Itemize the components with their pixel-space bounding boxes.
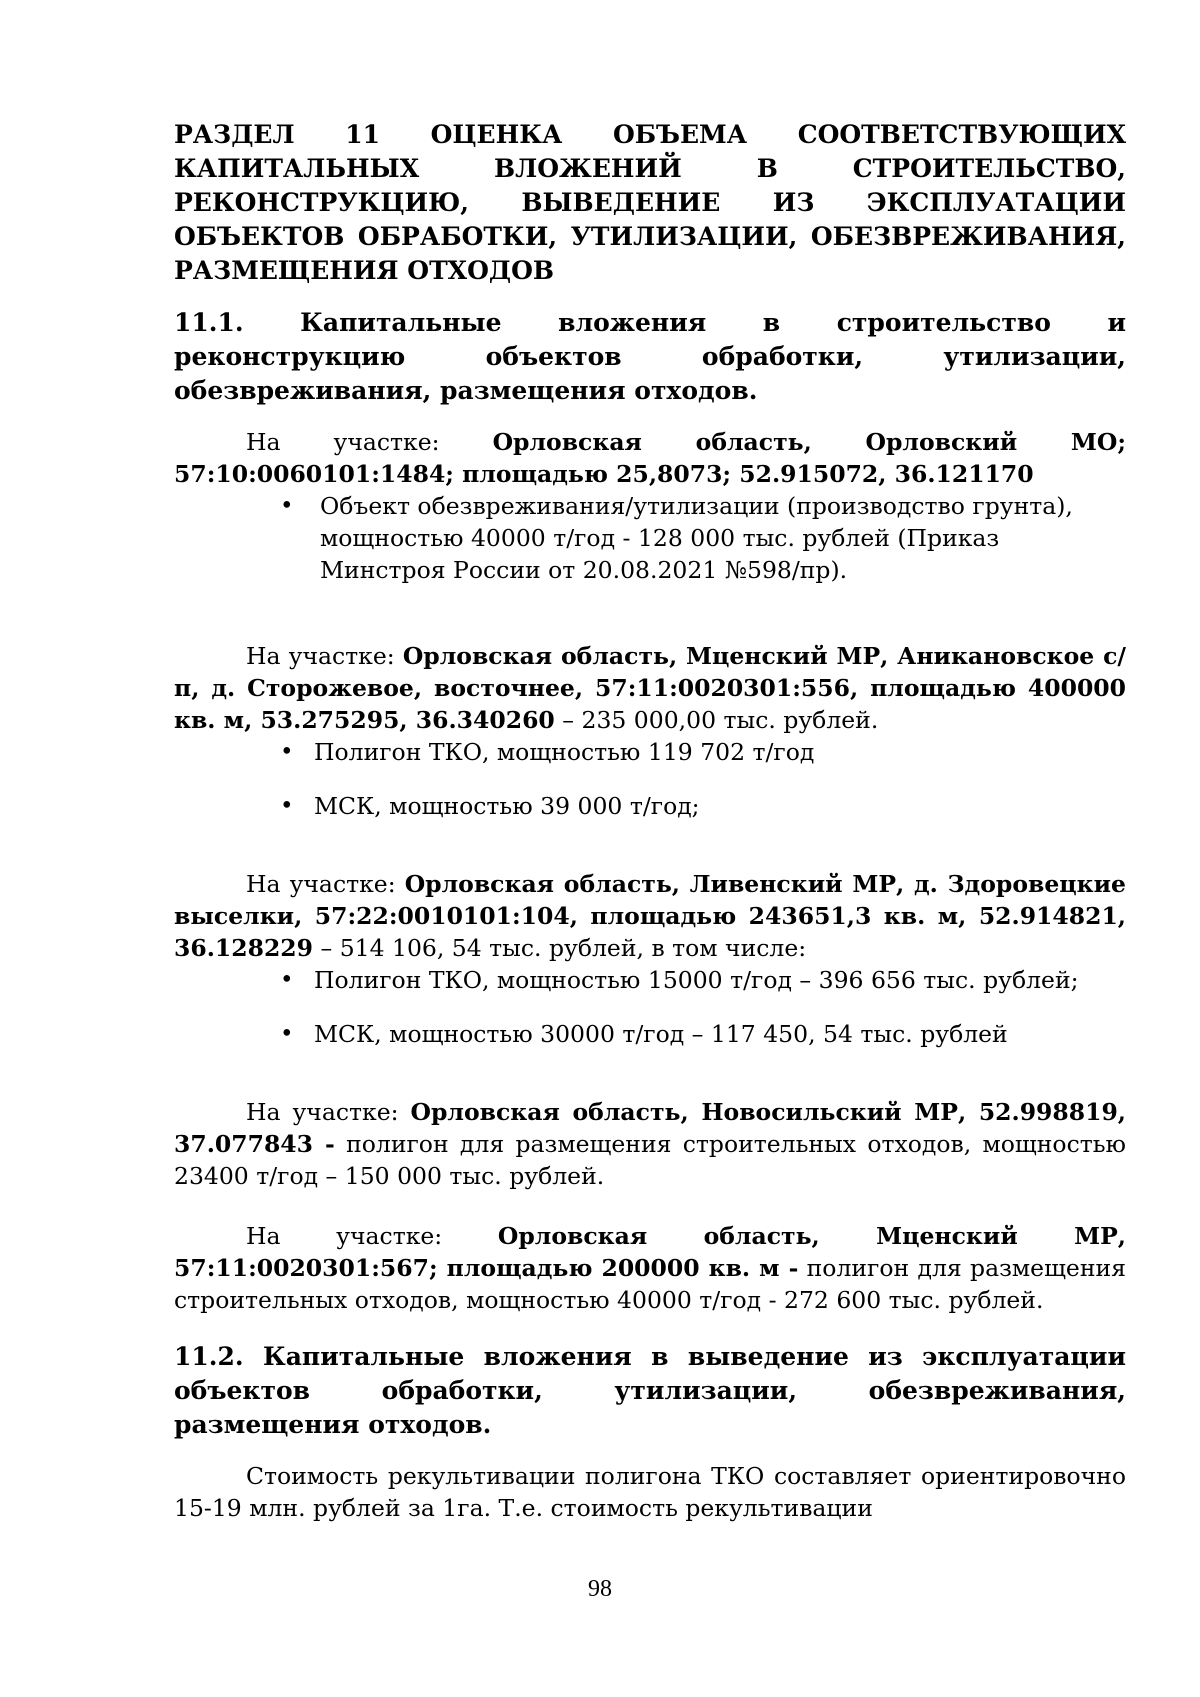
site-3-cost: – 514 106, 54 тыс. рублей, в том числе: — [313, 934, 807, 962]
site-4-lead: На участке: — [246, 1098, 411, 1126]
site-4-description: полигон для размещения строительных отходов, мощностью 23400 т/год – 150 000 тыс. рублей. — [174, 1130, 1126, 1190]
site-1-list — [174, 490, 1126, 586]
site-2-lead: На участке: — [246, 642, 403, 670]
bullet-icon: • — [280, 967, 294, 993]
list-item: • МСК, мощностью 30000 т/год – 117 450, 54 тыс. рублей — [280, 1020, 1008, 1048]
subsection-11-2-title: 11.2. Капитальные вложения в выведение из эксплуатации объектов обработки, утилизации, обезвреживания, размещения отходов. — [174, 1342, 1126, 1439]
site-2-location: Орловская область, Мценский МР, Аникановское с/п, д. Сторожевое, восточнее, 57:11:0020301:556, площадью 400000 кв. м, 53.275295, 36.340260 — [174, 642, 1126, 734]
page-content — [174, 118, 1126, 1524]
closing-paragraph: Стоимость рекультивации полигона ТКО составляет ориентировочно 15-19 млн. рублей за 1га. Т.е. стоимость рекультивации — [174, 1462, 1126, 1522]
section-title: РАЗДЕЛ 11 ОЦЕНКА ОБЪЕМА СООТВЕТСТВУЮЩИХ КАПИТАЛЬНЫХ ВЛОЖЕНИЙ В СТРОИТЕЛЬСТВО, РЕКОНСТРУКЦИЮ, ВЫВЕДЕНИЕ ИЗ ЭКСПЛУАТАЦИИ ОБЪЕКТОВ ОБРАБОТКИ, УТИЛИЗАЦИИ, ОБЕЗВРЕЖИВАНИЯ, РАЗМЕЩЕНИЯ ОТХОДОВ — [174, 120, 1126, 285]
bullet-icon: • — [280, 793, 294, 819]
site-5-lead: На участке: — [246, 1222, 498, 1250]
list-item: • Полигон ТКО, мощностью 15000 т/год – 396 656 тыс. рублей; — [280, 966, 1079, 994]
subsection-11-1-title: 11.1. Капитальные вложения в строительство и реконструкцию объектов обработки, утилизации, обезвреживания, размещения отходов. — [174, 308, 1126, 405]
site-4-paragraph — [174, 1096, 1126, 1192]
list-item: • Полигон ТКО, мощностью 119 702 т/год — [280, 738, 815, 766]
site-3-list — [174, 964, 1126, 1050]
site-2-paragraph — [174, 640, 1126, 736]
list-item: • МСК, мощностью 39 000 т/год; — [280, 792, 700, 820]
page-number: 98 — [588, 1576, 612, 1602]
list-item: • Объект обезвреживания/утилизации (производство грунта), мощностью 40000 т/год - 128 000 тыс. рублей (Приказ Минстроя России от 20.08.2021 №598/пр). — [280, 492, 1073, 584]
site-1-lead: На участке: — [246, 428, 493, 456]
site-2-list — [174, 736, 1126, 822]
bullet-icon: • — [280, 739, 294, 765]
site-5-location: Орловская область, Мценский МР, 57:11:0020301:567; площадью 200000 кв. м - — [174, 1222, 1126, 1282]
site-3-paragraph — [174, 868, 1126, 964]
site-2-cost: – 235 000,00 тыс. рублей. — [554, 706, 879, 734]
site-5-paragraph — [174, 1220, 1126, 1316]
site-4-location: Орловская область, Новосильский МР, 52.998819, 37.077843 - — [174, 1098, 1126, 1158]
site-1-paragraph — [174, 426, 1126, 490]
site-3-location: Орловская область, Ливенский МР, д. Здоровецкие выселки, 57:22:0010101:104, площадью 243651,3 кв. м, 52.914821, 36.128229 — [174, 870, 1126, 962]
site-5-description: полигон для размещения строительных отходов, мощностью 40000 т/год - 272 600 тыс. рублей. — [174, 1254, 1126, 1314]
bullet-icon: • — [280, 493, 294, 519]
site-3-lead: На участке: — [246, 870, 405, 898]
bullet-icon: • — [280, 1021, 294, 1047]
site-1-location: Орловская область, Орловский МО; 57:10:0060101:1484; площадью 25,8073; 52.915072, 36.121170 — [174, 428, 1126, 488]
